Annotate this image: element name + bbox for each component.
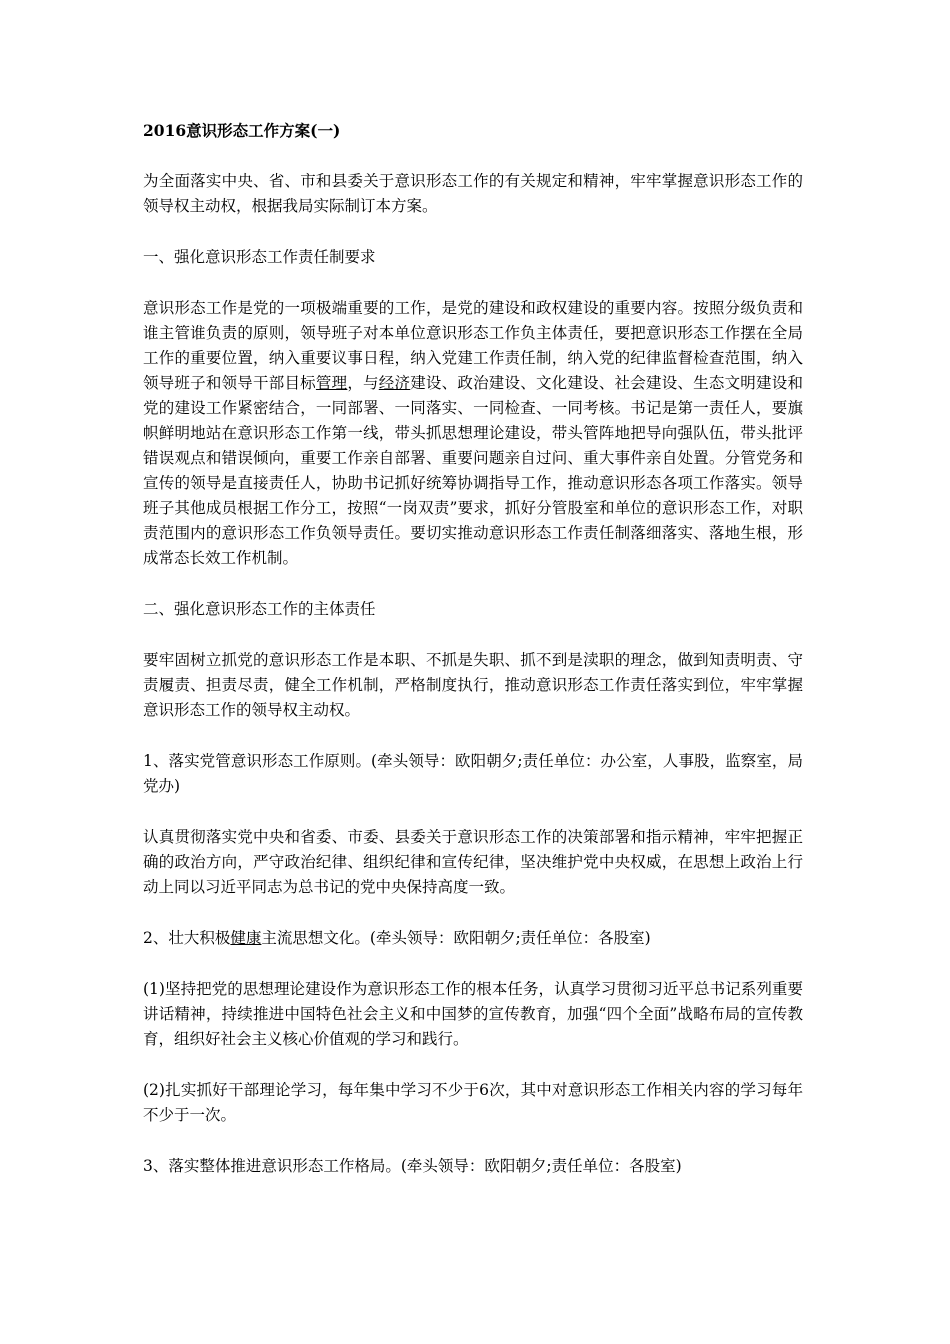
item1-paragraph: 认真贯彻落实党中央和省委、市委、县委关于意识形态工作的决策部署和指示精神，牢牢把握正确的政治方向，严守政治纪律、组织纪律和宣传纪律，坚决维护党中央权威，在思想上政治上行动上同以习近平同志为总书记的党中央保持高度一致。 (143, 828, 803, 896)
section1-paragraph (143, 296, 803, 571)
section2-paragraph: 要牢固树立抓党的意识形态工作是本职、不抓是失职、抓不到是渎职的理念，做到知责明责、守责履责、担责尽责，健全工作机制，严格制度执行，推动意识形态工作责任落实到位，牢牢掌握意识形态工作的领导权主动权。 (143, 651, 803, 719)
item2-heading (143, 926, 803, 951)
economy-link[interactable]: 经济 (378, 374, 411, 392)
item1-heading: 1、落实党管意识形态工作原则。(牵头领导：欧阳朝夕;责任单位：办公室，人事股，监察室，局党办) (143, 752, 803, 795)
item2-sub1-paragraph: (1)坚持把党的思想理论建设作为意识形态工作的根本任务，认真学习贯彻习近平总书记系列重要讲话精神，持续推进中国特色社会主义和中国梦的宣传教育，加强“四个全面”战略布局的宣传教育，组织好社会主义核心价值观的学习和践行。 (143, 980, 803, 1048)
management-link[interactable]: 管理 (315, 374, 348, 392)
section1-text-part3: 建设、政治建设、文化建设、社会建设、生态文明建设和党的建设工作紧密结合，一同部署、一同落实、一同检查、一同考核。书记是第一责任人，要旗帜鲜明地站在意识形态工作第一线，带头抓思想理论建设，带头管阵地把导向强队伍，带头批评错误观点和错误倾向，重要工作亲自部署、重要问题亲自过问、重大事件亲自处置。分管党务和宣传的领导是直接责任人，协助书记抓好统筹协调指导工作，推动意识形态各项工作落实。领导班子其他成员根据工作分工，按照“一岗双责”要求，抓好分管股室和单位的意识形态工作，对职责范围内的意识形态工作负领导责任。要切实推动意识形态工作责任制落细落实、落地生根，形成常态长效工作机制。 (143, 374, 803, 567)
health-link[interactable]: 健康 (230, 929, 262, 947)
document-page (143, 118, 803, 1205)
section1-text-part1: 意识形态工作是党的一项极端重要的工作，是党的建设和政权建设的重要内容。按照分级负责和谁主管谁负责的原则，领导班子对本单位意识形态工作负主体责任，要把意识形态工作摆在全局工作的重要位置，纳入重要议事日程，纳入党建工作责任制，纳入党的纪律监督检查范围，纳入领导班子和领导干部目标 (143, 299, 803, 392)
section2-heading: 二、强化意识形态工作的主体责任 (143, 600, 376, 618)
item2-heading-part1: 2、壮大积极 (143, 929, 231, 947)
document-title: 2016意识形态工作方案(一) (143, 121, 341, 140)
intro-paragraph: 为全面落实中央、省、市和县委关于意识形态工作的有关规定和精神，牢牢掌握意识形态工作的领导权主动权，根据我局实际制订本方案。 (143, 172, 803, 215)
section1-text-part2: ，与 (347, 374, 379, 392)
item2-heading-part2: 主流思想文化。(牵头领导：欧阳朝夕;责任单位：各股室) (261, 929, 651, 947)
item3-heading: 3、落实整体推进意识形态工作格局。(牵头领导：欧阳朝夕;责任单位：各股室) (143, 1157, 682, 1175)
section1-heading: 一、强化意识形态工作责任制要求 (143, 248, 376, 266)
item2-sub2-paragraph: (2)扎实抓好干部理论学习，每年集中学习不少于6次，其中对意识形态工作相关内容的学习每年不少于一次。 (143, 1081, 803, 1124)
